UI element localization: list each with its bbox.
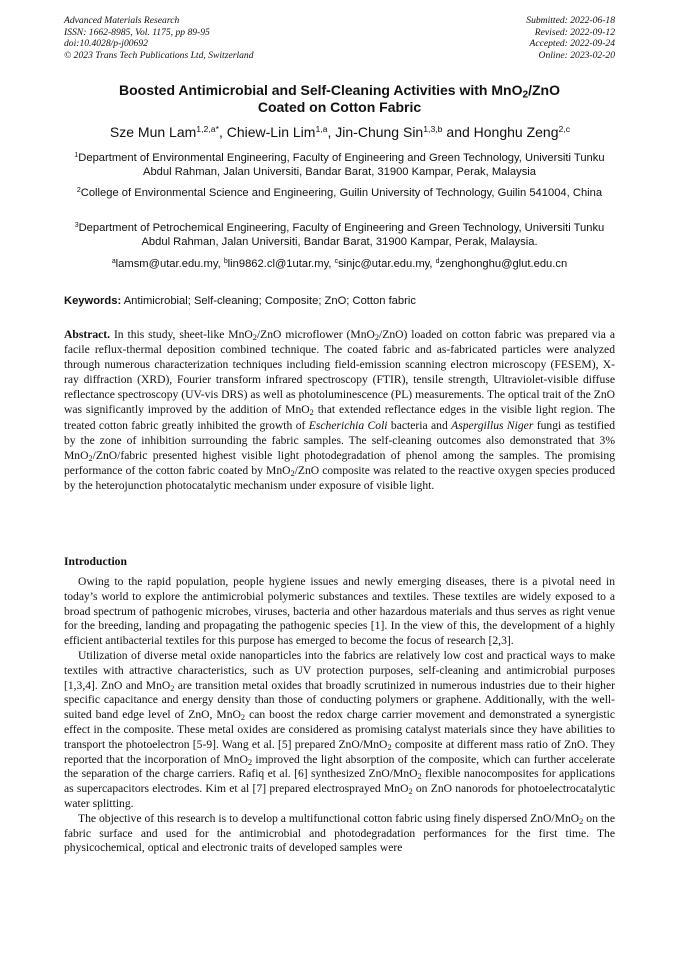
author-name: Chiew-Lin Lim (226, 124, 316, 140)
chemical-subscript: 2 (309, 408, 314, 418)
author-affil-sup: 1,a (315, 124, 328, 135)
journal-header-left (64, 15, 254, 61)
revised-date: Revised: 2022-09-12 (534, 26, 615, 38)
chemical-subscript: 2 (579, 816, 584, 826)
author-name: Jin-Chung Sin (335, 124, 424, 140)
submitted-date: Submitted: 2022-06-18 (526, 15, 615, 26)
title-subscript: 2 (522, 89, 529, 101)
author-separator: , (218, 124, 227, 140)
affiliation-text: College of Environmental Science and Engineering, Guilin University of Technology, Guilin 541004, China (80, 187, 603, 199)
author-and: and (442, 124, 474, 140)
doi-line: doi:10.4028/p-j00692 (64, 38, 148, 50)
abstract-body: In this study, sheet-like MnO$_2$/ZnO microflower (MnO$_2$/ZnO) loaded on cotton fabric was prepared via a facile reflux-thermal deposition combined technique. The coated fabric and as-fabricated particles were analyzed through numerous characterization techniques including field-emission scanning electron microscopy (FESEM), X-ray diffraction (XRD), Fourier transform infrared spectroscopy (FTIR), tensile strength, Ultraviolet-visible diffuse reflectance spectroscopy (UV-vis DRS) as well as photoluminescence (PL) measurements. The optical trait of the ZnO was significantly improved by the addition of MnO$_2$ that extended reflectance edges in the visible light region. The treated cotton fabric greatly inhibited the growth of Escherichia Coli bacteria and Aspergillus Niger fungi as testified by the zone of inhibition surrounding the fabric samples. The self-cleaning outcomes also demonstrated that 3% MnO$_2$/ZnO/fabric presented highest visible light photodegradation of phenol among the samples. The promising performance of the cotton fabric coated by MnO$_2$/ZnO composite was related to the reactive oxygen species produced by the heterojunction photocatalytic mechanism under exposure of visible light. (64, 328, 616, 492)
author-emails (60, 257, 619, 271)
email-sup: a (111, 258, 116, 266)
author-list (40, 124, 640, 141)
chemical-subscript: 2 (240, 713, 246, 723)
author-affil-sup: 2,c (558, 124, 571, 135)
italic-term: Aspergillus Niger (451, 418, 534, 432)
chemical-subscript: 2 (170, 683, 175, 693)
email-sup: d (435, 258, 440, 266)
italic-term: Escherichia Coli (308, 418, 388, 432)
introduction-heading: Introduction (64, 555, 127, 568)
author-affil-sup: 1,2,a* (196, 124, 219, 135)
author-name: Honghu Zeng (473, 124, 559, 140)
chemical-subscript: 2 (290, 468, 295, 478)
online-date: Online: 2023-02-20 (538, 49, 615, 61)
affiliation-number: 3 (74, 222, 79, 230)
affiliation-1 (60, 151, 619, 179)
email-link[interactable]: sinjc@utar.edu.my, (338, 258, 436, 270)
title-part1: Boosted Antimicrobial and Self-Cleaning Activities with MnO (119, 82, 523, 98)
affiliation-2 (60, 186, 619, 200)
email-link[interactable]: zenghonghu@glut.edu.cn (439, 258, 568, 270)
email-link[interactable]: lamsm@utar.edu.my, (115, 258, 224, 270)
affiliation-number: 2 (76, 187, 81, 195)
email-sup: c (334, 258, 339, 266)
keywords-label: Keywords: (64, 295, 122, 307)
chemical-subscript: 2 (252, 333, 257, 343)
chemical-subscript: 2 (387, 742, 392, 752)
title-line2: Coated on Cotton Fabric (257, 99, 422, 115)
affiliation-text: Department of Environmental Engineering, Faculty of Engineering and Green Technology, Universiti Tunku Abdul Rahman, Jalan Universiti, Bandar Barat, 31900 Kampar, Perak, Malaysia (78, 152, 605, 178)
accepted-date: Accepted: 2022-09-24 (529, 38, 615, 50)
introduction-body (64, 575, 615, 856)
paper-title (64, 82, 615, 116)
intro-paragraph-3: The objective of this research is to develop a multifunctional cotton fabric using finely dispersed ZnO/MnO$_2$ on the fabric surface and used for the antimicrobial and photodegradation performances for the first time. The physicochemical, optical and electronic traits of developed samples were (64, 811, 615, 855)
affiliation-3 (60, 221, 619, 249)
author-separator: , (327, 124, 336, 140)
abstract (64, 327, 615, 493)
chemical-subscript: 2 (417, 772, 422, 782)
keywords-line (64, 294, 615, 308)
keywords-text: Antimicrobial; Self-cleaning; Composite; ZnO; Cotton fabric (121, 295, 416, 307)
chemical-subscript: 2 (88, 453, 93, 463)
title-part2: /ZnO (528, 82, 560, 98)
chemical-subscript: 2 (374, 333, 380, 343)
journal-name: Advanced Materials Research (64, 15, 180, 26)
author-affil-sup: 1,3,b (423, 124, 443, 135)
affiliation-text: Department of Petrochemical Engineering, Faculty of Engineering and Green Technology, Universiti Tunku Abdul Rahman, Jalan Universiti, Bandar Barat, 31900 Kampar, Perak, Malaysia. (78, 222, 605, 248)
copyright-line: © 2023 Trans Tech Publications Ltd, Switzerland (64, 49, 254, 61)
intro-paragraph-2: Utilization of diverse metal oxide nanoparticles into the fabrics are relatively low cost and practical ways to make textiles with attractive characteristics, such as UV protection purposes, self-cleaning and antimicrobial purposes [1,3,4]. ZnO and MnO$_2$ are transition metal oxides that broadly scrutinized in numerous industries due to their higher specific capacitance and energy density than those of conducting polymers or graphene. Additionally, with the well-suited band edge level of ZnO, MnO$_2$ can boost the redox charge carrier movement and demonstrated a synergistic effect in the composite. These metal oxides are considered as promising catalyst materials since they have abilities to transport the photoelectron [5-9]. Wang et al. [5] prepared ZnO/MnO$_2$ composite at different mass ratio of ZnO. They reported that the incorporation of MnO$_2$ improved the light absorption of the composite, which can further accelerate the separation of the charge carriers. Rafiq et al. [6] synthesized ZnO/MnO$_2$ flexible nanocomposites for applications as supercapacitors electrodes. Kim et al [7] prepared electrosprayed MnO$_2$ on ZnO nanorods for photoelectrocatalytic water splitting. (64, 648, 616, 810)
chemical-subscript: 2 (408, 787, 413, 797)
affiliation-number: 1 (74, 152, 79, 160)
intro-paragraph-1: Owing to the rapid population, people hygiene issues and newly emerging diseases, there is a pivotal need in today’s world to explore the antimicrobial polymeric substances and textiles. These textiles are widely exposed to a broad spectrum of pathogenic microbes, viruses, bacteria and other hazardous materials and thus serves as right venue for the breeding, landing and propagating the pathogenic species [1]. In the view of this, the development of a highly efficient antibacterial textiles for this purpose has emerged to become the focus of research [2,3]. (64, 575, 615, 648)
email-sup: b (223, 258, 228, 266)
issn-line: ISSN: 1662-8985, Vol. 1175, pp 89-95 (64, 26, 210, 38)
abstract-label: Abstract. (64, 328, 111, 341)
email-link[interactable]: lin9862.cl@1utar.my, (227, 258, 335, 270)
journal-header-right (526, 15, 615, 61)
chemical-subscript: 2 (247, 757, 252, 767)
author-name: Sze Mun Lam (109, 124, 197, 140)
